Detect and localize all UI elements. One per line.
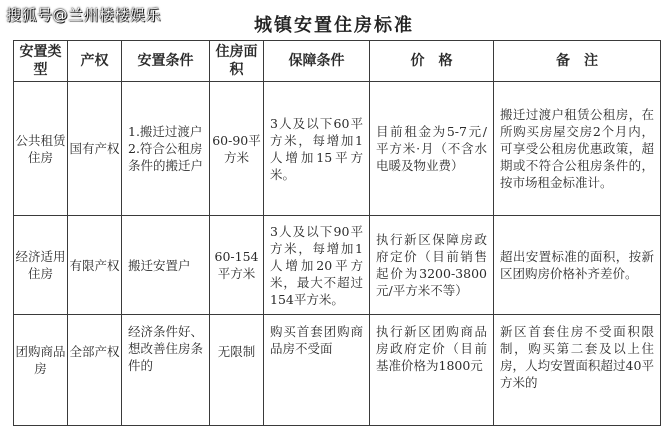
cell-area: 60-90平方米 bbox=[210, 82, 264, 216]
cell-condition: 经济条件好、想改善住房条件的 bbox=[122, 315, 210, 426]
cell-note: 新区首套住房不受面积限制，购买第二套及以上住房，人均安置面积超过40平方米的 bbox=[494, 315, 661, 426]
cell-area: 无限制 bbox=[210, 315, 264, 426]
cell-price: 执行新区团购商品房政府定价（目前基准价格为1800元 bbox=[370, 315, 494, 426]
header-note: 备 注 bbox=[494, 41, 661, 82]
header-condition: 安置条件 bbox=[122, 41, 210, 82]
table-row bbox=[14, 216, 661, 315]
header-type: 安置类型 bbox=[14, 41, 68, 82]
cell-price: 执行新区保障房政府定价（目前销售起价为3200-3800元/平方米不等） bbox=[370, 216, 494, 315]
cell-rights: 全部产权 bbox=[68, 315, 122, 426]
cell-guarantee: 3人及以下90平方米，每增加1人增加20平方米，最大不超过154平方米。 bbox=[264, 216, 370, 315]
cell-area: 60-154平方米 bbox=[210, 216, 264, 315]
cell-type: 公共租赁住房 bbox=[14, 82, 68, 216]
header-price: 价 格 bbox=[370, 41, 494, 82]
cell-type: 团购商品房 bbox=[14, 315, 68, 426]
cell-condition: 1.搬迁过渡户 2.符合公租房条件的搬迁户 bbox=[122, 82, 210, 216]
cell-note: 搬迁过渡户租赁公租房，在所购买房屋交房2个月内，可享受公租房优惠政策，超期或不符合公租房条件的，按市场租金标准计。 bbox=[494, 82, 661, 216]
cell-rights: 有限产权 bbox=[68, 216, 122, 315]
cell-price: 目前租金为5-7元/平方米·月（不含水电暖及物业费） bbox=[370, 82, 494, 216]
header-rights: 产权 bbox=[68, 41, 122, 82]
header-row bbox=[14, 41, 661, 82]
cell-type: 经济适用住房 bbox=[14, 216, 68, 315]
cell-condition: 搬迁安置户 bbox=[122, 216, 210, 315]
cell-note: 超出安置标准的面积，按新区团购房价格补齐差价。 bbox=[494, 216, 661, 315]
watermark: 搜狐号@兰州楼楼娱乐 bbox=[6, 6, 162, 24]
header-guarantee: 保障条件 bbox=[264, 41, 370, 82]
cell-guarantee: 购买首套团购商品房不受面 bbox=[264, 315, 370, 426]
page-title: 城镇安置住房标准 bbox=[254, 15, 414, 36]
cell-guarantee: 3人及以下60平方米，每增加1人增加15平方米。 bbox=[264, 82, 370, 216]
cell-rights: 国有产权 bbox=[68, 82, 122, 216]
header-area: 住房面积 bbox=[210, 41, 264, 82]
housing-standard-table bbox=[13, 40, 661, 426]
table-row bbox=[14, 82, 661, 216]
